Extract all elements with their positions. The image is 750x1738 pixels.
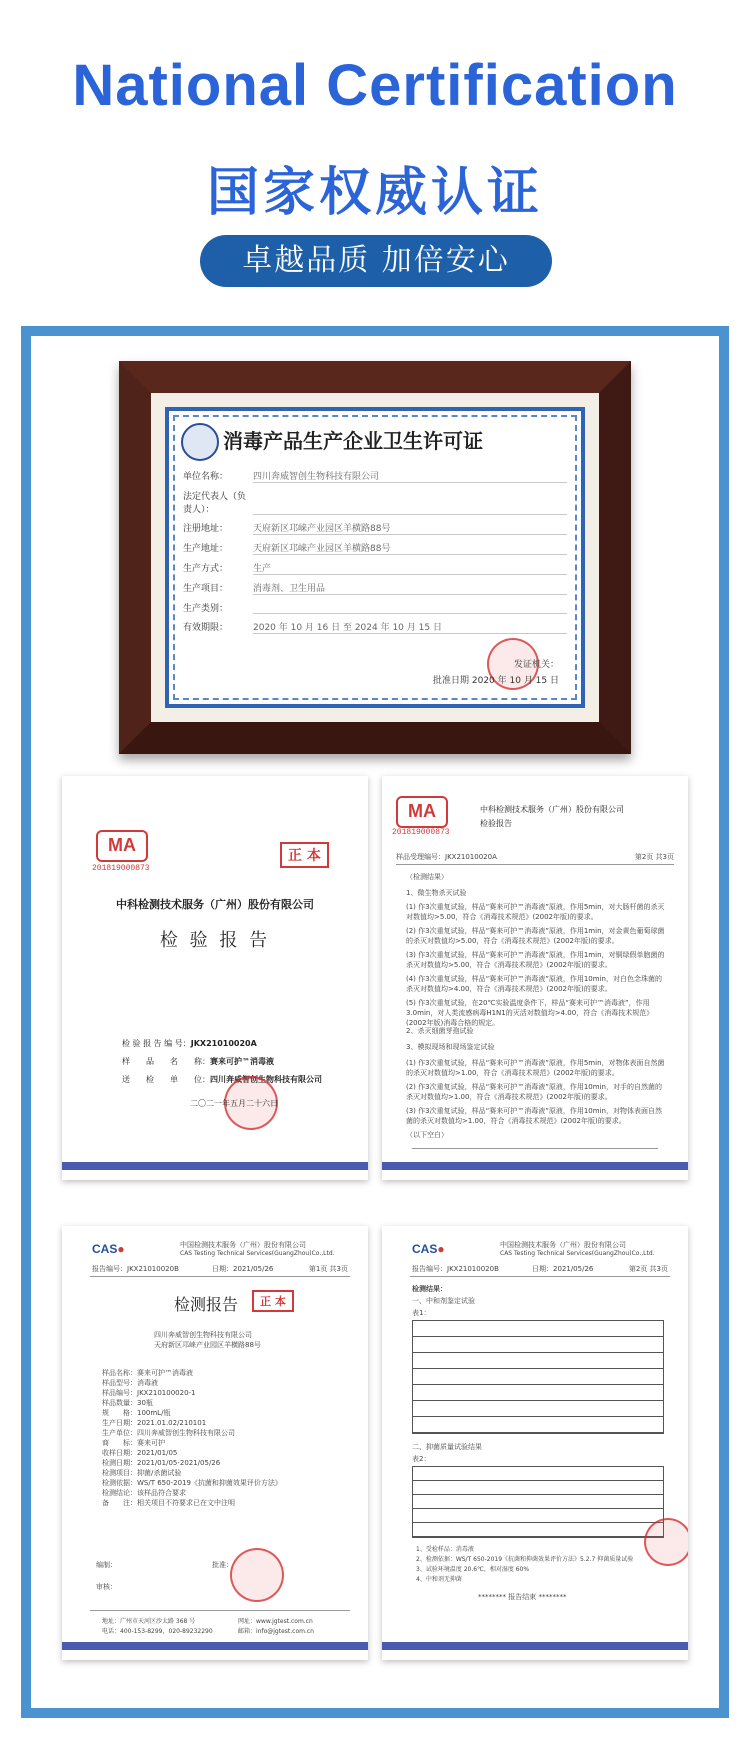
report-field: 收样日期：2021/01/05: [102, 1449, 178, 1457]
result-line: 1、微生物杀灭试验: [406, 889, 467, 897]
result-line: (3) 作3次重复试验，样品“赛来可护™消毒液”原液，作用10min，对物体表面自然菌的杀灭对数值均>1.00，符合《消毒技术规范》(2002年版)的要求。: [406, 1107, 662, 1125]
divider: [410, 1276, 670, 1277]
report-company: 中科检测技术服务（广州）股份有限公司: [480, 805, 624, 814]
report-number: 报告编号：JKX21010020B: [412, 1265, 499, 1273]
section-title: 一、中和剂鉴定试验: [412, 1297, 475, 1305]
red-seal: [644, 1518, 688, 1566]
cas-logo: CAS●: [412, 1242, 445, 1256]
neutralizer-table: [412, 1320, 664, 1434]
company-name-cn: 中国检测技术服务（广州）股份有限公司: [180, 1241, 306, 1249]
footer-bar: [62, 1642, 368, 1650]
license-fields: [183, 469, 567, 640]
license-row: 生产项目： 消毒剂、卫生用品: [183, 581, 567, 595]
report-field: 商 标：赛来可护: [102, 1439, 165, 1447]
report-field: 送 检 单 位：四川奔威智创生物科技有限公司: [122, 1075, 322, 1084]
result-line: (1) 作3次重复试验，样品“赛来可护™消毒液”原液，作用5min，对物体表面自然菌的杀灭对数值均>1.00，符合《消毒技术规范》(2002年版)的要求。: [406, 1059, 665, 1077]
license-row: 生产方式： 生产: [183, 561, 567, 575]
footer-email: 邮箱：info@jgtest.com.cn: [238, 1628, 314, 1635]
client-line: 四川奔威智创生物科技有限公司: [154, 1331, 252, 1339]
result-line: (1) 作3次重复试验，样品“赛来可护™消毒液”原液，作用5min，对大肠杆菌的杀灭对数值均>5.00，符合《消毒技术规范》(2002年版)的要求。: [406, 903, 665, 921]
original-stamp: 正 本: [252, 1290, 294, 1312]
footer-phone: 电话：400-153-8299，020-89232290: [102, 1628, 213, 1635]
license-row: 有效期限： 2020 年 10 月 16 日 至 2024 年 10 月 15 日: [183, 620, 567, 634]
license-issuer: 发证机关：: [513, 660, 559, 670]
result-line: (4) 作3次重复试验，样品“赛来可护™消毒液”原液，作用10min，对白色念珠菌的杀灭对数值均>4.00，符合《消毒技术规范》(2002年版)的要求。: [406, 975, 662, 993]
report-field: 样品编号：JKX210100020-1: [102, 1389, 196, 1397]
ma-logo: MA: [396, 796, 448, 828]
section-title: 二、抑菌质量试验结果: [412, 1443, 482, 1451]
ma-number: 201819000873: [392, 828, 450, 837]
company-name-en: CAS Testing Technical Services(GuangZhou)Co.,Ltd.: [180, 1250, 335, 1257]
result-line: 3、模拟现场和现场鉴定试验: [406, 1043, 495, 1051]
report-field: 检 验 报 告 编 号：JKX21010020A: [122, 1039, 257, 1048]
report-number: 样品受理编号：JKX21010020A: [396, 853, 497, 861]
license-row: 法定代表人（负责人）：: [183, 489, 567, 515]
footer-address: 地址：广州市天河区沙太路 368 号: [102, 1618, 196, 1625]
report-date: 日期：2021/05/26: [212, 1265, 274, 1273]
cas-logo: CAS●: [92, 1242, 125, 1256]
page-number: 第2页 共3页: [628, 1265, 668, 1273]
signature-label: 编制：: [96, 1561, 117, 1569]
client-line: 天府新区邛崃产业园区羊横路88号: [154, 1341, 261, 1349]
report-field: 样品型号：消毒液: [102, 1379, 158, 1387]
report-date: 二〇二一年五月二十六日: [190, 1099, 278, 1108]
result-line: (5) 作3次重复试验，在20℃实验温度条件下，样品“赛来可护™消毒液”，作用3.0min，对人类流感病毒H1N1的灭活对数值均>4.00，符合《消毒技术规范》(2002年版)消毒合格的规定。: [406, 999, 654, 1027]
report-field: 检测依据：WS/T 650-2019《抗菌和抑菌效果评价方法》: [102, 1479, 282, 1487]
footer-bar: [62, 1162, 368, 1170]
report-number: 报告编号：JKX21010020B: [92, 1265, 179, 1273]
company-name-cn: 中国检测技术服务（广州）股份有限公司: [500, 1241, 626, 1249]
note-line: 2、检测依据：WS/T 650-2019《抗菌和抑菌效果评价方法》5.2.7 抑菌质量试验: [416, 1556, 634, 1563]
divider: [396, 864, 674, 865]
title-cn: 国家权威认证: [206, 163, 543, 223]
result-line: 2、杀灭细菌芽孢试验: [406, 1027, 474, 1035]
inspection-report-page2: [382, 776, 688, 1180]
report-field: 检测结论：该样品符合要求: [102, 1489, 186, 1497]
result-line: (3) 作3次重复试验，样品“赛来可护™消毒液”原液，作用1min，对铜绿假单胞菌的杀灭对数值均>5.00，符合《消毒技术规范》(2002年版)的要求。: [406, 951, 665, 969]
report-field: 生产日期：2021.01.02/210101: [102, 1419, 207, 1427]
original-stamp: 正 本: [280, 842, 329, 868]
result-line: (2) 作3次重复试验，样品“赛来可护™消毒液”原液，作用10min，对手的自然菌的杀灭对数值均>1.00，符合《消毒技术规范》(2002年版)的要求。: [406, 1083, 662, 1101]
divider: [412, 1148, 658, 1149]
red-seal: [230, 1548, 284, 1602]
bacteriostatic-table: [412, 1466, 664, 1538]
license-date: 批准日期 2020 年 10 月 15 日: [433, 676, 559, 686]
section-heading: （检测结果）: [406, 873, 448, 881]
license-row: 生产类别：: [183, 601, 567, 614]
license-certificate: [165, 407, 585, 708]
table-caption: 表1：: [412, 1309, 431, 1317]
inspection-report-cover: [62, 776, 368, 1180]
report-title: 检测报告: [174, 1295, 239, 1314]
report-date: 日期：2021/05/26: [532, 1265, 594, 1273]
report-end: ******** 报告结束 ********: [478, 1593, 567, 1601]
slogan-pill: 卓越品质 加倍安心: [200, 235, 552, 287]
report-field: 生产单位：四川奔威智创生物科技有限公司: [102, 1429, 235, 1437]
report-field: 样品名称：赛来可护™消毒液: [102, 1369, 193, 1377]
ma-number: 201819000873: [92, 864, 150, 873]
report-subtitle: 检验报告: [480, 819, 512, 828]
report-field: 样品数量：30瓶: [102, 1399, 153, 1407]
company-name-en: CAS Testing Technical Services(GuangZhou)Co.,Ltd.: [500, 1250, 655, 1257]
note-line: 3、试验环境温度 20.6℃，相对湿度 60%: [416, 1566, 530, 1573]
report-field: 样 品 名 称：赛来可护™消毒液: [122, 1057, 274, 1066]
signature-label: 批准：: [212, 1561, 233, 1569]
result-line: （以下空白）: [406, 1131, 448, 1139]
result-line: (2) 作3次重复试验，样品“赛来可护™消毒液”原液，作用1min，对金黄色葡萄球菌的杀灭对数值均>5.00，符合《消毒技术规范》(2002年版)的要求。: [406, 927, 665, 945]
license-row: 生产地址： 天府新区邛崃产业园区羊横路88号: [183, 541, 567, 555]
report-field: 检测日期：2021/01/05-2021/05/26: [102, 1459, 221, 1467]
footer-website: 网址：www.jgtest.com.cn: [238, 1618, 313, 1625]
title-en: National Certification: [72, 53, 678, 118]
signature-label: 审核：: [96, 1583, 117, 1591]
report-field: 规 格：100mL/瓶: [102, 1409, 171, 1417]
test-report-results: [382, 1226, 688, 1660]
ma-logo: MA: [96, 830, 148, 862]
divider: [90, 1276, 350, 1277]
footer-bar: [382, 1162, 688, 1170]
page-number: 第1页 共3页: [308, 1265, 348, 1273]
license-row: 单位名称： 四川奔威智创生物科技有限公司: [183, 469, 567, 483]
report-field: 备 注：相关项目不符要求已在文中注明: [102, 1499, 235, 1507]
license-row: 注册地址： 天府新区邛崃产业园区羊横路88号: [183, 521, 567, 535]
note-line: 4、中和剂无抑菌: [416, 1576, 462, 1583]
footer-bar: [382, 1642, 688, 1650]
report-title: 检 验 报 告: [159, 930, 271, 951]
license-title: 消毒产品生产企业卫生许可证: [223, 429, 483, 453]
emblem-icon: [181, 423, 219, 461]
table-caption: 表2：: [412, 1455, 431, 1463]
report-company: 中科检测技术服务（广州）股份有限公司: [116, 898, 314, 911]
note-line: 1、受检样品：消毒液: [416, 1546, 474, 1553]
divider: [90, 1610, 350, 1611]
report-field: 检测项目：抑菌/杀菌试验: [102, 1469, 182, 1477]
license-frame: [119, 361, 631, 754]
page-number: 第2页 共3页: [634, 853, 674, 861]
results-heading: 检测结果：: [412, 1285, 447, 1293]
test-report-cover: [62, 1226, 368, 1660]
